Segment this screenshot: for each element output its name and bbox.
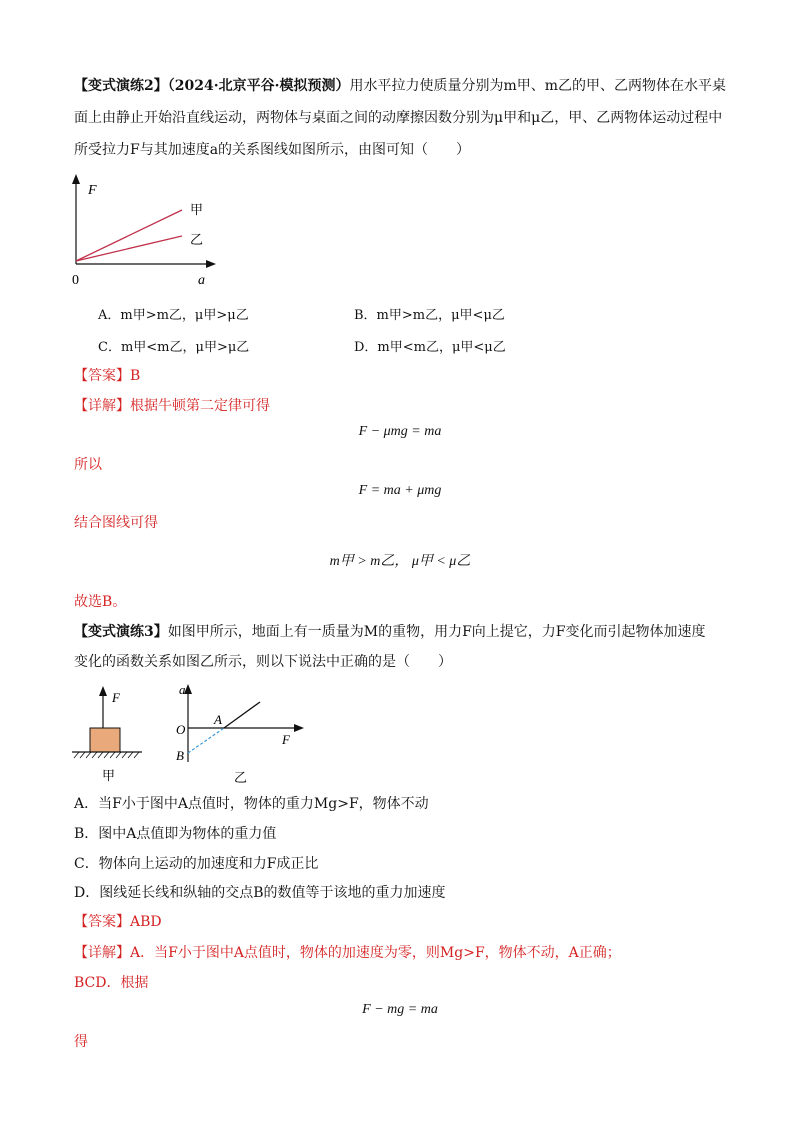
q3-caption-yi: 乙	[234, 770, 248, 785]
q2-answer: 【答案】B	[74, 368, 141, 384]
q3-point-b: B	[176, 748, 184, 763]
q3-option-c[interactable]: C．物体向上运动的加速度和力F成正比	[74, 856, 319, 872]
q2-y-label: F	[88, 183, 97, 198]
q2-equation-1: F − μmg = ma	[358, 424, 442, 439]
q3-stem-line-1	[74, 622, 706, 642]
q3-origin: O	[176, 722, 186, 737]
q3-figure-jia	[70, 684, 152, 784]
q3-stem-text-1: 如图甲所示，地面上有一质量为M的重物，用力F向上提它，力F变化而引起物体加速度	[167, 624, 706, 640]
q2-detail-text: 根据牛顿第二定律可得	[130, 398, 270, 414]
q2-jiehe: 结合图线可得	[74, 515, 158, 531]
q3-y-label: a	[179, 682, 186, 697]
q3-x-label: F	[282, 732, 290, 747]
q3-detail-tag: 【详解】	[74, 945, 130, 961]
q2-line-jia	[76, 210, 182, 261]
q3-point-a: A	[214, 712, 222, 727]
q3-extension-dashed	[188, 728, 224, 753]
q2-option-a[interactable]: A．m甲>m乙，μ甲>μ乙	[98, 308, 249, 323]
q3-detail-bcd: BCD．根据	[74, 975, 149, 991]
q3-detail-a: A．当F小于图中A点值时，物体的加速度为零，则Mg>F，物体不动，A正确；	[130, 945, 621, 961]
q3-option-b[interactable]: B．图中A点值即为物体的重力值	[74, 826, 277, 842]
q3-ground-hatch	[74, 752, 139, 758]
q3-caption-jia: 甲	[102, 768, 116, 783]
q2-equation-2: F = ma + μmg	[358, 483, 442, 498]
q2-y-arrow	[72, 174, 80, 184]
q3-block	[90, 728, 120, 752]
q2-x-label: a	[198, 273, 205, 288]
q2-option-c[interactable]: C．m甲<m乙，μ甲>μ乙	[98, 340, 250, 355]
q3-force-label: F	[112, 690, 120, 705]
q2-origin: 0	[72, 273, 79, 288]
q2-option-d[interactable]: D．m甲<m乙，μ甲<μ乙	[354, 340, 506, 355]
q2-label-jia: 甲	[190, 202, 204, 217]
q3-detail	[74, 943, 621, 963]
q2-stem-text-1: 用水平拉力使质量分别为m甲、m乙的甲、乙两物体在水平桌	[349, 78, 727, 94]
q3-option-a[interactable]: A．当F小于图中A点值时，物体的重力Mg>F，物体不动	[74, 796, 429, 812]
q2-stem-line-2: 面上由静止开始沿直线运动，两物体与桌面之间的动摩擦因数分别为μ甲和μ乙，甲、乙两物体运动过程中	[74, 110, 723, 126]
q2-tag: 【变式演练2】	[74, 78, 168, 94]
q2-stem-line-1	[74, 76, 726, 96]
q3-answer: 【答案】ABD	[74, 914, 162, 930]
q3-force-arrowhead	[99, 686, 107, 696]
q3-x-arrow	[294, 724, 304, 732]
q2-line-yi	[76, 236, 182, 261]
q2-conclusion: 故选B。	[74, 594, 127, 610]
q3-de: 得	[74, 1034, 88, 1050]
q3-tag: 【变式演练3】	[74, 624, 168, 640]
q3-graph-line	[224, 702, 260, 728]
q2-x-arrow	[206, 260, 216, 268]
q2-detail-tag: 【详解】	[74, 398, 130, 414]
q2-label-yi: 乙	[190, 232, 204, 247]
q2-equation-3: m甲 > m乙， μ甲 < μ乙	[329, 554, 471, 569]
q3-stem-line-2: 变化的函数关系如图乙所示，则以下说法中正确的是（ ）	[74, 654, 452, 670]
q3-equation-1: F − mg = ma	[362, 1002, 438, 1017]
q3-figure-yi	[172, 680, 322, 788]
q2-f-a-graph	[66, 172, 226, 290]
q2-suoyi: 所以	[74, 457, 102, 473]
q2-option-b[interactable]: B．m甲>m乙，μ甲<μ乙	[354, 308, 505, 323]
q3-option-d[interactable]: D．图线延长线和纵轴的交点B的数值等于该地的重力加速度	[74, 885, 446, 901]
q2-source: （2024·北京平谷·模拟预测）	[167, 78, 350, 94]
q2-stem-line-3: 所受拉力F与其加速度a的关系图线如图所示，由图可知（ ）	[74, 142, 471, 158]
q2-detail	[74, 396, 270, 416]
